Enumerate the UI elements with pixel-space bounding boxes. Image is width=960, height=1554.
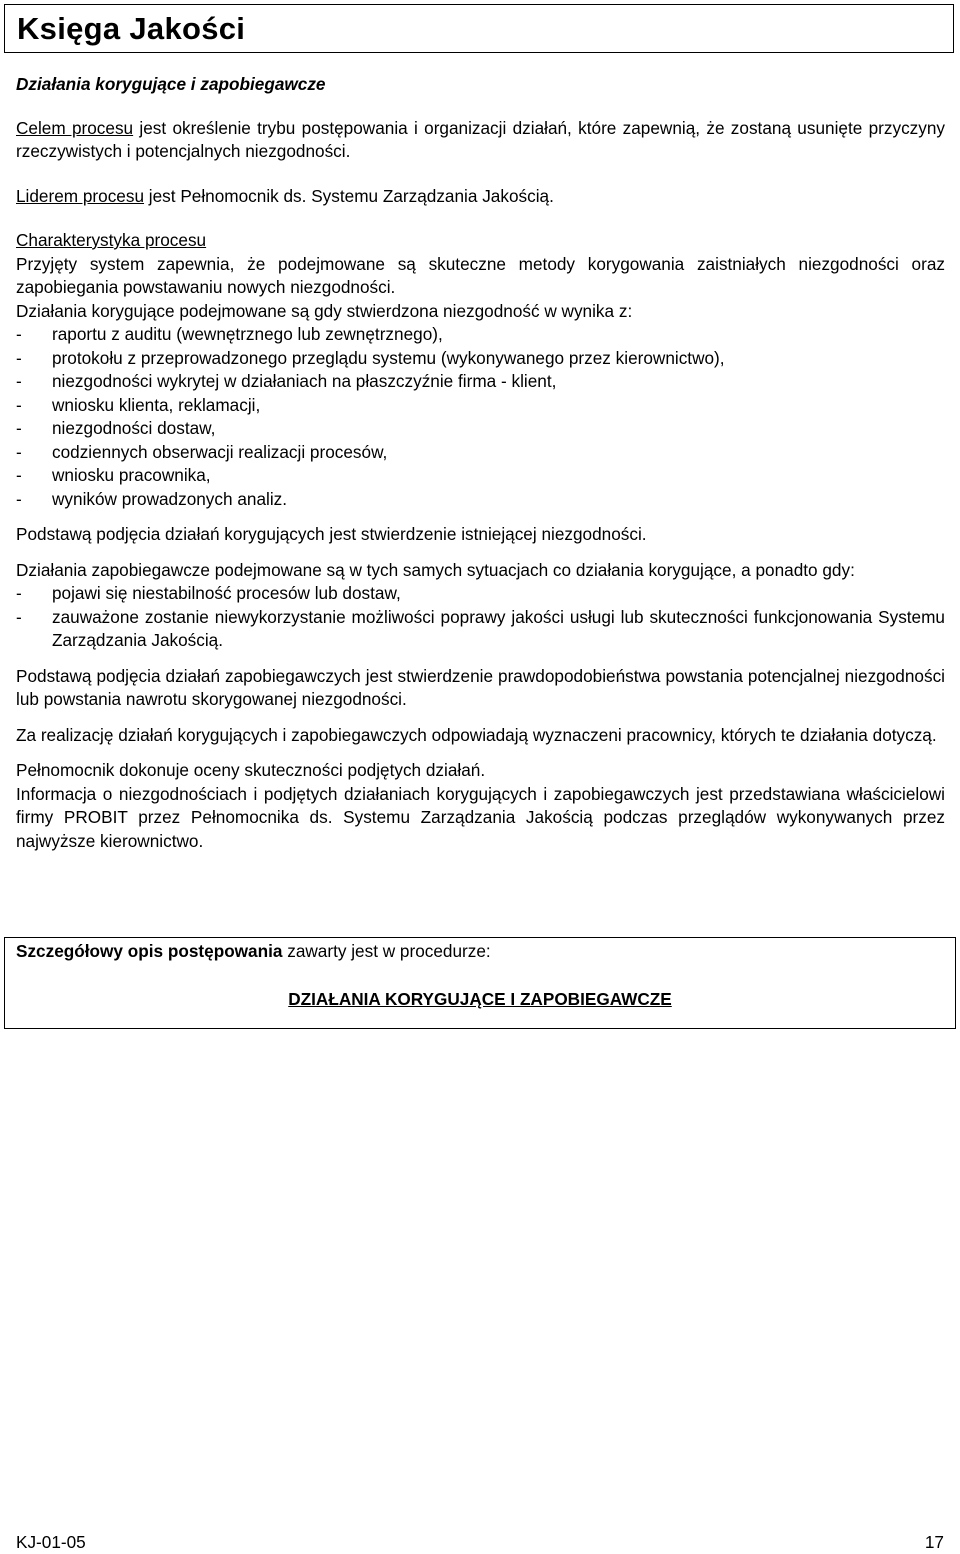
procedure-name: DZIAŁANIA KORYGUJĄCE I ZAPOBIEGAWCZE — [288, 989, 672, 1009]
list-item: - zauważone zostanie niewykorzystanie możliwości poprawy jakości usługi lub skuteczności funkcjonowania Systemu Zarządzania Jakością. — [16, 606, 945, 653]
assessment-paragraph: Pełnomocnik dokonuje oceny skuteczności podjętych działań. — [16, 760, 486, 780]
document-code: KJ-01-05 — [16, 1532, 86, 1552]
preventive-basis: Podstawą podjęcia działań zapobiegawczych jest stwierdzenie prawdopodobieństwa powstania potencjalnej niezgodności lub powstania nawrotu skorygowanej niezgodności. — [16, 665, 945, 709]
leader-text: jest Pełnomocnik ds. Systemu Zarządzania Jakością. — [144, 185, 554, 206]
purpose-paragraph — [16, 117, 945, 164]
leader-label: Liderem procesu — [16, 185, 145, 206]
list-item: - wniosku klienta, reklamacji, — [16, 394, 945, 418]
list-item: - codziennych obserwacji realizacji procesów, — [16, 441, 945, 465]
list-item: - protokołu z przeprowadzonego przeglądu systemu (wykonywanego przez kierownictwo), — [16, 347, 945, 371]
list-item: - wniosku pracownika, — [16, 464, 945, 488]
list-item: - niezgodności wykrytej w działaniach na płaszczyźnie firma - klient, — [16, 370, 945, 394]
page-number: 17 — [924, 1532, 944, 1552]
list-item: - raportu z auditu (wewnętrznego lub zewnętrznego), — [16, 323, 945, 347]
characteristics-heading: Charakterystyka procesu — [16, 230, 207, 250]
procedure-reference-box — [4, 937, 956, 1029]
purpose-text: jest określenie trybu postępowania i organizacji działań, które zapewnią, że zostaną usunięte przyczyny rzeczywistych i potencjalnych niezgodności. — [16, 117, 945, 161]
list-item: - pojawi się niestabilność procesów lub dostaw, — [16, 582, 945, 606]
document-header — [4, 4, 954, 53]
list-item: - niezgodności dostaw, — [16, 417, 945, 441]
corrective-intro: Działania korygujące podejmowane są gdy stwierdzona niezgodność w wynika z: — [16, 300, 633, 321]
section-title: Działania korygujące i zapobiegawcze — [16, 74, 326, 94]
responsibility-paragraph: Za realizację działań korygujących i zapobiegawczych odpowiadają wyznaczeni pracownicy, których te działania dotyczą. — [16, 724, 937, 745]
document-title: Księga Jakości — [17, 11, 246, 46]
purpose-label: Celem procesu — [16, 117, 134, 138]
corrective-basis: Podstawą podjęcia działań korygujących jest stwierdzenie istniejącej niezgodności. — [16, 524, 647, 544]
procedure-reference-intro — [16, 940, 491, 963]
procedure-reference-bold: Szczegółowy opis postępowania — [16, 941, 283, 961]
document-body — [16, 73, 945, 853]
information-paragraph: Informacja o niezgodnościach i podjętych działaniach korygujących i zapobiegawczych jest przedstawiana właścicielowi firmy PROBIT przez Pełnomocnika ds. Systemu Zarządzania Jakością podczas przeglądów wykonywanych przez najwyższe kierownictwo. — [16, 783, 945, 851]
characteristics-text: Przyjęty system zapewnia, że podejmowane są skuteczne metody korygowania zaistniałych niezgodności oraz zapobiegania powstawaniu nowych niezgodności. — [16, 253, 945, 297]
leader-paragraph — [16, 185, 945, 209]
list-item: - wyników prowadzonych analiz. — [16, 488, 945, 512]
preventive-intro: Działania zapobiegawcze podejmowane są w tych samych sytuacjach co działania korygujące, a ponadto gdy: — [16, 559, 855, 580]
preventive-conditions-list — [16, 582, 945, 653]
procedure-reference-rest: zawarty jest w procedurze: — [282, 941, 491, 961]
corrective-sources-list — [16, 323, 945, 511]
